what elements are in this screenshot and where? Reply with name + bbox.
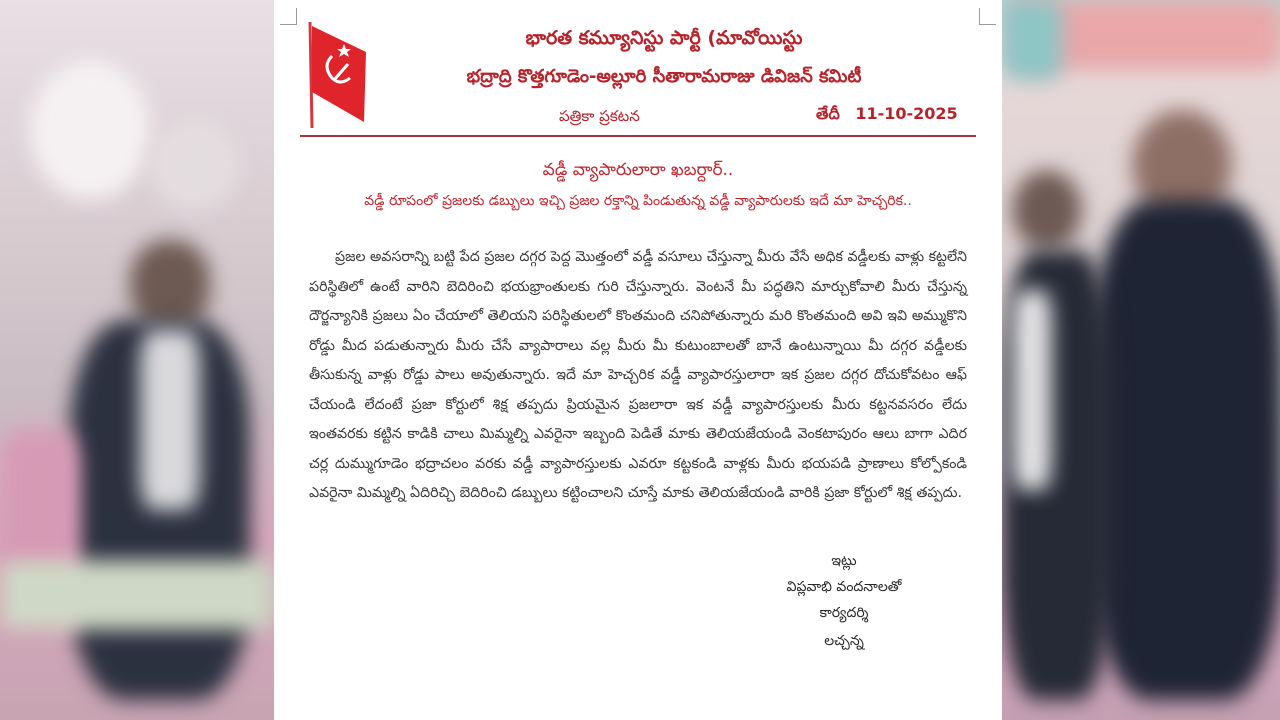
background-photo-right — [1002, 0, 1280, 720]
party-flag-icon — [304, 18, 368, 130]
signature-designation: కార్యదర్శి — [819, 605, 869, 621]
background-photo-left — [0, 0, 274, 720]
document-heading: వడ్డీ వ్యాపారులారా ఖబర్దార్.. — [542, 160, 734, 180]
signature-closing: ఇట్లు — [831, 553, 857, 569]
body-paragraph: ప్రజల అవసరాన్ని బట్టి పేద ప్రజల దగ్గర పెద్ద మొత్తంలో వడ్డీ వసూలు చేస్తున్నా మీరు వేసే అధిక వడ్డీలకు వాళ్లు కట్టలేని పరిస్థితిలో ఉంటే వారిని బెదిరించి భయభ్రాంతులకు గురి చేస్తున్నారు. వెంటనే మీ పద్ధతిని మార్చుకోవాలి మీరు చేస్తున్న దౌర్జన్యానికి ప్రజలు ఏం చేయాలో తెలియని పరిస్థితులలో కొంతమంది చనిపోతున్నారు మరి కొంతమంది అవి ఇవి అమ్ముకొని రోడ్డు మీద పడుతున్నారు మీరు చేసే వ్యాపారాలు వల్ల మీరు మీ కుటుంబాలతో బానే ఉంటున్నాయి మీ దగ్గర వడ్డీలకు తీసుకున్న వాళ్లు రోడ్డు పాలు అవుతున్నారు. ఇదే మా హెచ్చరిక వడ్డీ వ్యాపారస్తులారా ఇక ప్రజల దగ్గర దోచుకోవటం ఆఫ్ చేయండి లేదంటే ప్రజా కోర్టులో శిక్ష తప్పదు ప్రియమైన ప్రజలారా ఇక వడ్డీ వ్యాపారస్తులకు మీరు కట్టనవసరం లేదు ఇంతవరకు కట్టిన కాడికి చాలు మిమ్మల్ని ఎవరైనా ఇబ్బంది పెడితే మాకు తెలియజేయండి వెంకటాపురం ఆలు బాగా ఎదిర చర్ల దుమ్ముగూడెం భద్రాచలం వరకు వడ్డీ వ్యాపారస్తులకు ఎవరూ కట్టకండి వాళ్లకు మీరు భయపడి ప్రాణాలు కోల్పోకండి ఎవరైనా మిమ్మల్ని ఏదిరిచ్చి బెదిరించి డబ్బులు కట్టించాలని చూస్తే మాకు తెలియజేయండి వారికి ప్రజా కోర్టులో శిక్ష తప్పదు. — [309, 249, 967, 501]
release-date — [816, 104, 958, 127]
division-committee-name: భద్రాద్రి కొత్తగూడెం-అల్లూరి సీతారామరాజు డివిజన్ కమిటీ — [466, 66, 862, 87]
crop-mark-top-right — [979, 8, 996, 25]
date-value: 11-10-2025 — [855, 104, 958, 123]
press-release-document — [274, 0, 1002, 720]
press-release-label: పత్రికా ప్రకటన — [559, 107, 640, 125]
document-subheading: వడ్డీ రూపంలో ప్రజలకు డబ్బులు ఇచ్చి ప్రజల రక్తాన్ని పిండుతున్న వడ్డీ వ్యాపారులకు ఇదే మా హెచ్చరిక.. — [364, 193, 912, 209]
signature-name: లచ్చన్న — [824, 633, 864, 649]
crop-mark-top-left — [280, 8, 297, 25]
party-name: భారత కమ్యూనిస్టు పార్టీ (మావోయిస్టు — [525, 27, 803, 49]
date-label: తేదీ — [816, 104, 840, 123]
header-divider — [300, 135, 976, 137]
signature-salutation: విప్లవాభి వందనాలతో — [786, 579, 902, 595]
